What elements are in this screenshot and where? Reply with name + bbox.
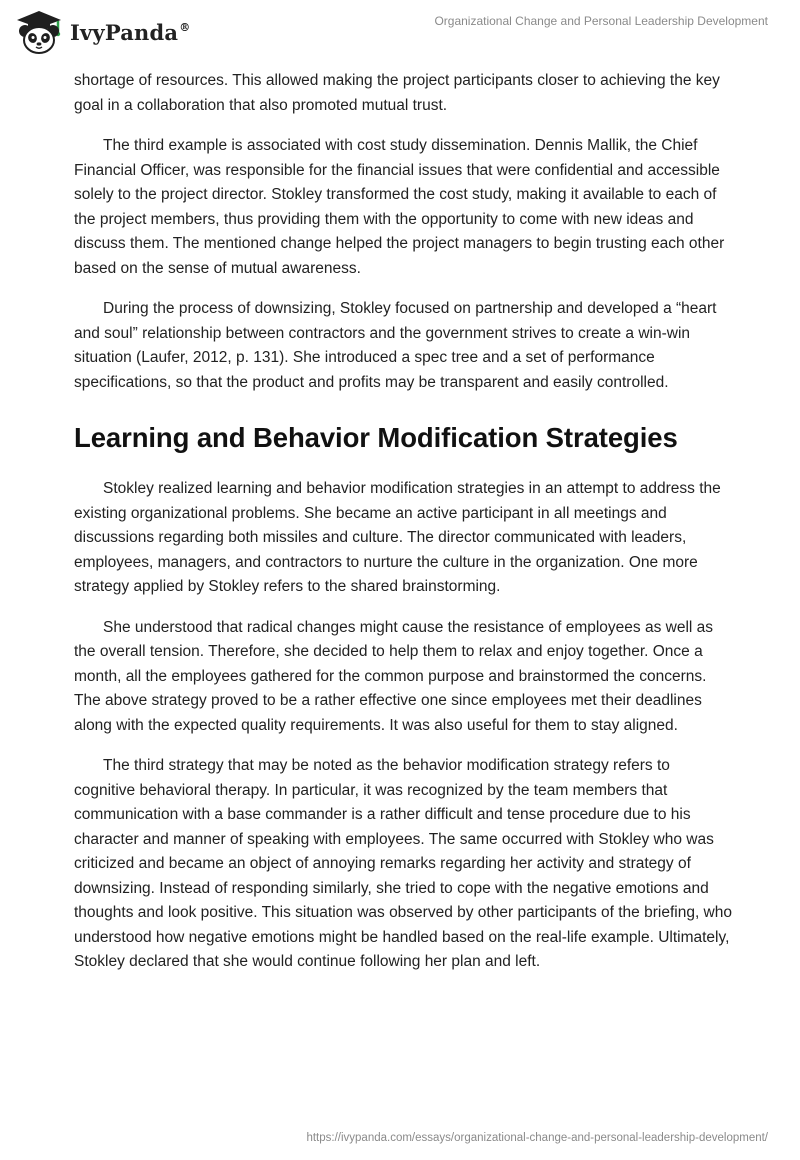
brand-name: IvyPanda®	[70, 19, 191, 45]
source-url-link[interactable]: https://ivypanda.com/essays/organizational-change-and-personal-leadership-development/	[306, 1132, 768, 1144]
page-header	[0, 0, 800, 64]
paragraph-continued: shortage of resources. This allowed making the project participants closer to achieving the key goal in a collaboration that also promoted mutual trust.	[74, 72, 720, 114]
paragraph-cognitive-therapy: The third strategy that may be noted as the behavior modification strategy refers to cognitive behavioral therapy. In particular, it was recognized by the team members that communication with a base commander is a rather difficult and tense procedure due to his character and manner of speaking with employees. The same occurred with Stokley who was criticized and became an object of annoying remarks regarding her activity and strategy of downsizing. Instead of responding similarly, she tried to cope with the negative emotions and thoughts and look positive. This situation was observed by other participants of the briefing, who understood how negative emotions might be handled based on the real-life example. Ultimately, Stokley declared that she would continue following her plan and left.	[74, 757, 732, 970]
paragraph-strategies-intro: Stokley realized learning and behavior modification strategies in an attempt to address the existing organizational problems. She became an active participant in all meetings and discussions regarding both missiles and culture. The director communicated with leaders, employees, managers, and contractors to nurture the culture in the organization. One more strategy applied by Stokley refers to the shared brainstorming.	[74, 480, 721, 595]
registered-mark: ®	[179, 20, 191, 34]
paragraph-brainstorming: She understood that radical changes might cause the resistance of employees as well as the overall tension. Therefore, she decided to help them to relax and enjoy together. Once a month, all the employees gathered for the common purpose and brainstormed the concerns. The above strategy proved to be a rather effective one since employees met their deadlines along with the expected quality requirements. It was also useful for them to stay aligned.	[74, 618, 714, 734]
section-heading: Learning and Behavior Modification Strategies	[74, 422, 678, 453]
paragraph-downsizing: During the process of downsizing, Stokley focused on partnership and developed a “heart and soul” relationship between contractors and the government strives to create a win-win situation (Laufer, 2012, p. 131). She introduced a spec tree and a set of performance specifications, so that the product and profits may be transparent and easily controlled.	[74, 300, 717, 391]
paragraph-cost-study: The third example is associated with cost study dissemination. Dennis Mallik, the Chief Financial Officer, was responsible for the financial issues that were confidential and accessible solely to the project director. Stokley transformed the cost study, making it available to each of the project members, thus providing them with the opportunity to come with new ideas and discuss them. The mentioned change helped the project managers to begin trusting each other based on the sense of mutual awareness.	[74, 137, 725, 277]
essay-content	[74, 69, 734, 991]
brand-logo[interactable]	[14, 9, 190, 55]
document-title: Organizational Change and Personal Leadership Development	[434, 14, 768, 28]
panda-graduate-logo-icon	[14, 9, 64, 55]
